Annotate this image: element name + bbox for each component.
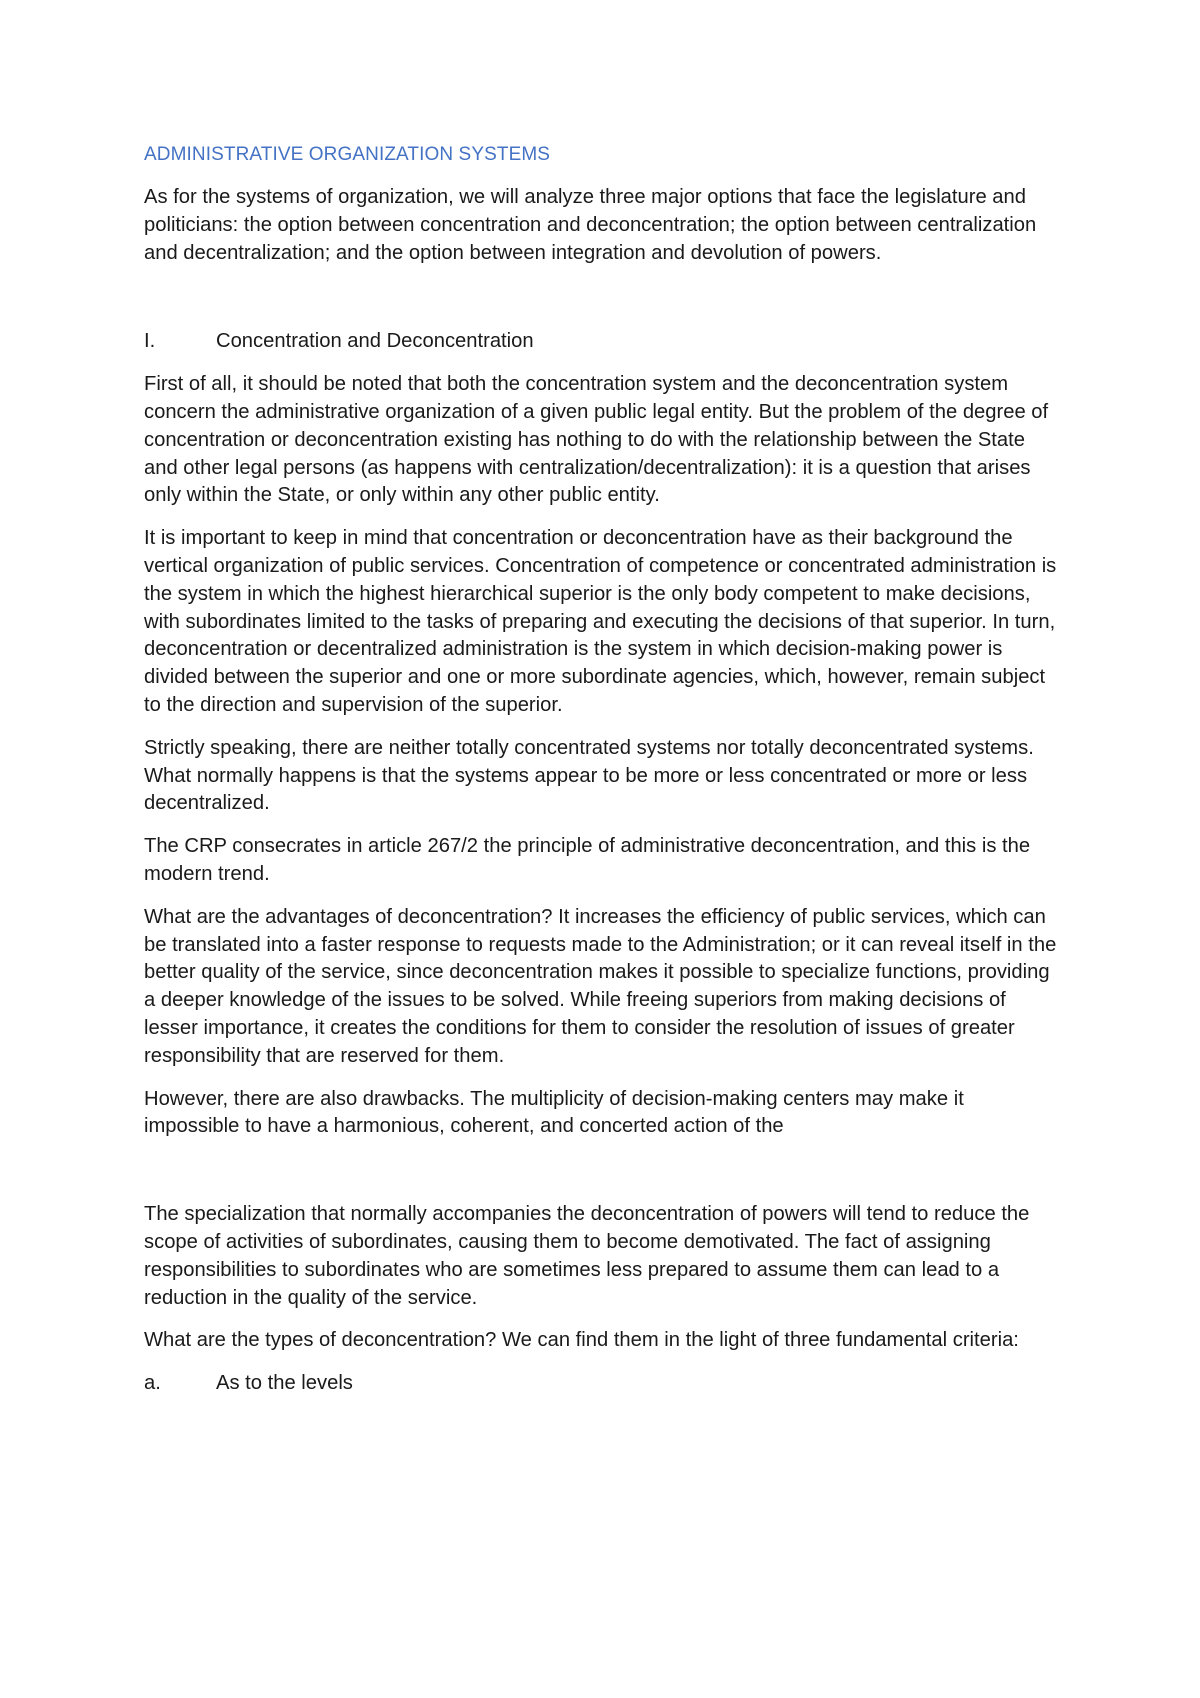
paragraph: The specialization that normally accompanies the deconcentration of powers will tend to reduce the scope of activities of subordinates, causing them to become demotivated. The fact of assigning responsibilities to subordinates who are sometimes less prepared to assume them can lead to a reduction in the quality of the service. — [144, 1203, 1030, 1309]
section-heading — [144, 328, 1064, 356]
list-item-text: As to the levels — [216, 1372, 353, 1395]
intro-paragraph: As for the systems of organization, we will analyze three major options that face the legislature and politicians: the option between concentration and deconcentration; the option between centralization and decentralization; and the option between integration and devolution of powers. — [144, 186, 1037, 264]
document-title: ADMINISTRATIVE ORGANIZATION SYSTEMS — [144, 144, 551, 165]
paragraph: Strictly speaking, there are neither totally concentrated systems nor totally deconcentrated systems. What normally happens is that the systems appear to be more or less concentrated or more or less decentralized. — [144, 736, 1034, 815]
paragraph: The CRP consecrates in article 267/2 the principle of administrative deconcentration, and this is the modern trend. — [144, 835, 1031, 885]
paragraph: It is important to keep in mind that concentration or deconcentration have as their background the vertical organization of public services. Concentration of competence or concentrated administration is the system in which the highest hierarchical superior is the only body competent to make decisions, with subordinates limited to the tasks of preparing and executing the decisions of that superior. In turn, deconcentration or decentralized administration is the system in which decision-making power is divided between the superior and one or more subordinate agencies, which, however, remain subject to the direction and supervision of the superior. — [144, 527, 1057, 716]
paragraph: However, there are also drawbacks. The multiplicity of decision-making centers may make it impossible to have a harmonious, coherent, and concerted action of the — [144, 1087, 964, 1138]
list-marker: a. — [144, 1372, 161, 1395]
paragraph: What are the types of deconcentration? We can find them in the light of three fundamental criteria: — [144, 1329, 1019, 1352]
section-number: I. — [144, 330, 156, 353]
paragraph: First of all, it should be noted that both the concentration system and the deconcentration system concern the administrative organization of a given public legal entity. But the problem of the degree of concentration or deconcentration existing has nothing to do with the relationship between the State and other legal persons (as happens with centralization/decentralization): it is a question that arises only within the State, or only within any other public entity. — [144, 373, 1049, 507]
paragraph: What are the advantages of deconcentration? It increases the efficiency of public services, which can be translated into a faster response to requests made to the Administration; or it can reveal itself in the better quality of the service, since deconcentration makes it possible to specialize functions, providing a deeper knowledge of the issues to be solved. While freeing superiors from making decisions of lesser importance, it creates the conditions for them to consider the resolution of issues of greater responsibility that are reserved for them. — [144, 905, 1057, 1067]
list-item — [144, 1370, 1064, 1398]
section-heading-text: Concentration and Deconcentration — [216, 330, 534, 353]
document-body — [144, 142, 1064, 1413]
spacer — [144, 282, 1064, 328]
